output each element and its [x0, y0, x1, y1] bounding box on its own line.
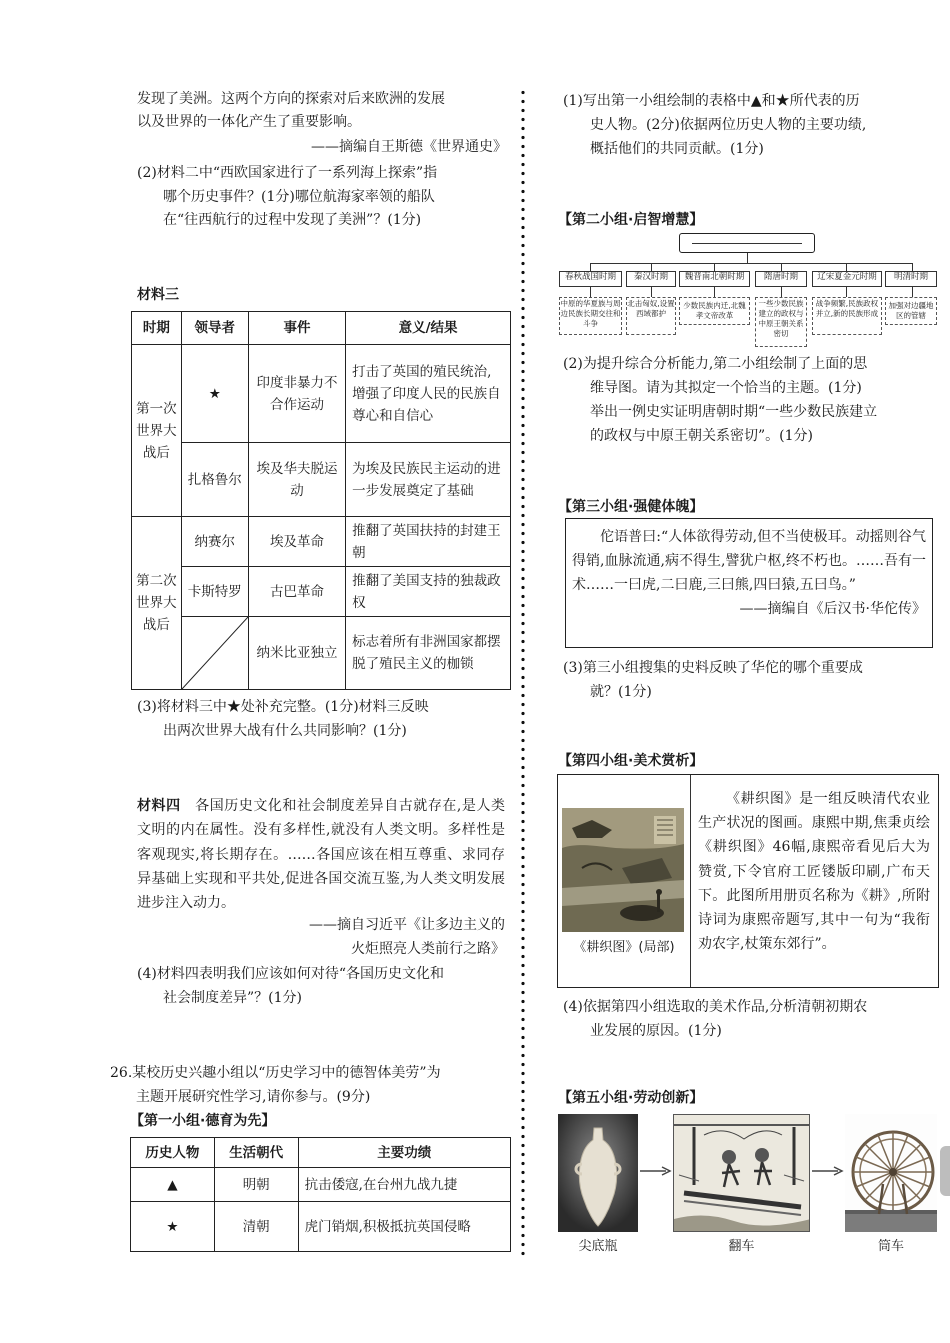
g1-person: ▲ [131, 1168, 215, 1202]
group-5-title: 【第五小组·劳动创新】 [558, 1090, 704, 1106]
mindmap-detail: 一些少数民族建立的政权与中原王朝关系密切 [755, 297, 807, 347]
tongche-photo [845, 1114, 937, 1232]
m3-leader: 扎格鲁尔 [181, 443, 248, 517]
m3-result: 推翻了美国支持的独裁政权 [346, 567, 511, 617]
group-1-title: 【第一小组·德育为先】 [130, 1113, 276, 1129]
group-2-title: 【第二小组·启智增慧】 [558, 212, 704, 228]
mindmap-connector [912, 287, 913, 297]
bottle-caption: 尖底瓶 [578, 1239, 618, 1254]
arrow-icon [812, 1166, 844, 1176]
fanche-illustration [673, 1114, 810, 1232]
mindmap-period: 隋唐时期 [755, 271, 807, 287]
q2-line-2: 哪个历史事件？(1分)哪位航海家率领的船队 [163, 189, 435, 205]
m3-header-leader: 领导者 [181, 312, 248, 345]
m3-leader: ★ [181, 345, 248, 443]
mindmap-connector [781, 287, 782, 297]
mindmap-detail: 加强对边疆地区的管辖 [885, 297, 937, 325]
material-3-title: 材料三 [137, 287, 179, 303]
g1-merit: 抗击倭寇,在台州九战九捷 [298, 1168, 510, 1202]
r-q2-line-1: (2)为提升综合分析能力,第二小组绘制了上面的思 [563, 356, 868, 372]
group-3-quote: 佗语普曰:“人体欲得劳动,但不当使极耳。动摇则谷气得销,血脉流通,病不得生,譬犹户枢,终不朽也。……吾有一术……一曰虎,二曰鹿,三曰熊,四曰猿,五曰鸟。” [572, 529, 926, 593]
mindmap-connector [714, 263, 715, 271]
g1-dynasty: 清朝 [214, 1202, 298, 1252]
m3-event: 纳米比亚独立 [248, 617, 345, 690]
m3-event: 古巴革命 [248, 567, 345, 617]
m3-result: 为埃及民族民主运动的进一步发展奠定了基础 [346, 443, 511, 517]
mindmap-detail: 中原的华夏族与周边民族长期交往和斗争 [559, 297, 622, 335]
mindmap-connector [590, 263, 912, 264]
tongche-caption: 筒车 [877, 1239, 904, 1254]
mindmap-detail: 战争频繁,民族政权并立,新的民族形成 [812, 297, 882, 335]
r-q4-line-1: (4)依据第四小组选取的美术作品,分析清朝初期农 [563, 999, 868, 1015]
group-3-title: 【第三小组·强健体魄】 [558, 499, 704, 515]
mindmap-period: 秦汉时期 [626, 271, 676, 287]
q4-line-1: (4)材料四表明我们应该如何对待“各国历史文化和 [137, 966, 444, 982]
column-divider [520, 88, 526, 1258]
material-4-label: 材料四 [137, 798, 181, 814]
q26-line-1: 26.某校历史兴趣小组以“历史学习中的德智体美劳”为 [110, 1065, 441, 1081]
mindmap-period: 明清时期 [885, 271, 937, 287]
q2-line-3: 在“往西航行的过程中发现了美洲”？(1分) [163, 212, 422, 228]
m3-event: 印度非暴力不合作运动 [248, 345, 345, 443]
g1-person: ★ [131, 1202, 215, 1252]
r-q1-line-1: (1)写出第一小组绘制的表格中▲和★所代表的历 [563, 93, 860, 109]
tongche-image [845, 1114, 937, 1232]
fanche-image [674, 1115, 810, 1232]
mindmap-period: 辽宋夏金元时期 [812, 271, 882, 287]
mindmap-period: 魏晋南北朝时期 [679, 271, 750, 287]
m3-header-period: 时期 [132, 312, 182, 345]
gengzhitu-image [562, 808, 684, 932]
m3-header-result: 意义/结果 [346, 312, 511, 345]
fanche-caption: 翻车 [728, 1239, 755, 1254]
mindmap-connector [846, 287, 847, 297]
q4-line-2: 社会制度差异”？(1分) [163, 990, 302, 1006]
group-4-title: 【第四小组·美术赏析】 [558, 753, 704, 769]
mindmap-detail: 少数民族内迁,北魏孝文帝改革 [679, 297, 750, 325]
m3-event: 埃及华夫脱运动 [248, 443, 345, 517]
group-4-inner-divider [690, 775, 691, 987]
material-4-text: 各国历史文化和社会制度差异自古就存在,是人类文明的内在属性。没有多样性,就没有人类文明。多样性是客观现实,将长期存在。……各国应该在相互尊重、求同存异基础上实现和平共处,促进各国交流互鉴,为人类文明发展进步注入动力。 [137, 798, 506, 912]
group-3-source: ——摘编自《后汉书·华佗传》 [739, 601, 926, 617]
intro-source: ——摘编自王斯德《世界通史》 [311, 139, 507, 155]
mindmap-root-box [679, 233, 815, 253]
r-q2-line-4: 的政权与中原王朝关系密切”。(1分) [590, 428, 813, 444]
pointed-bottle-photo [558, 1114, 638, 1232]
mindmap-connector [714, 287, 715, 297]
gengzhitu-painting [562, 808, 684, 932]
material-3-table [131, 311, 511, 690]
mindmap-connector [651, 287, 652, 297]
m3-period-1: 第一次世界大战后 [132, 345, 182, 517]
m3-leader: 卡斯特罗 [181, 567, 248, 617]
mindmap-connector [590, 287, 591, 297]
m3-empty-diagonal-cell [181, 617, 248, 690]
mindmap-connector [590, 263, 591, 271]
page-edge-tab [940, 1146, 950, 1196]
r-q4-line-2: 业发展的原因。(1分) [590, 1023, 722, 1039]
m3-result: 标志着所有非洲国家都摆脱了殖民主义的枷锁 [346, 617, 511, 690]
g1-header-merit: 主要功绩 [298, 1138, 510, 1168]
g1-header-dynasty: 生活朝代 [214, 1138, 298, 1168]
diagonal-slash [182, 617, 248, 689]
m3-header-event: 事件 [248, 312, 345, 345]
g1-dynasty: 明朝 [214, 1168, 298, 1202]
mindmap-connector [781, 263, 782, 271]
gengzhitu-caption: 《耕织图》(局部) [573, 940, 675, 955]
r-q1-line-3: 概括他们的共同贡献。(1分) [590, 141, 764, 157]
intro-line-1: 发现了美洲。这两个方向的探索对后来欧洲的发展 [137, 91, 445, 107]
mindmap-blank-line [692, 243, 802, 244]
mindmap-connector [651, 263, 652, 271]
g1-header-person: 历史人物 [131, 1138, 215, 1168]
mindmap-period: 春秋战国时期 [559, 271, 622, 287]
material-4-source-2: 火炬照亮人类前行之路》 [351, 941, 505, 957]
mindmap-connector [846, 263, 847, 271]
mindmap-connector [747, 253, 748, 263]
mindmap-detail: 北击匈奴,设置西域都护 [626, 297, 676, 335]
m3-leader: 纳赛尔 [181, 517, 248, 567]
material-4-source-1: ——摘自习近平《让多边主义的 [309, 917, 505, 933]
arrow-icon [640, 1166, 672, 1176]
group-1-table [130, 1137, 511, 1252]
m3-result: 打击了英国的殖民统治,增强了印度人民的民族自尊心和自信心 [346, 345, 511, 443]
intro-line-2: 以及世界的一体化产生了重要影响。 [137, 114, 361, 130]
r-q3-line-1: (3)第三小组搜集的史料反映了华佗的哪个重要成 [563, 660, 863, 676]
material-4 [137, 794, 505, 915]
m3-event: 埃及革命 [248, 517, 345, 567]
m3-result: 推翻了英国扶持的封建王朝 [346, 517, 511, 567]
mindmap-connector [912, 263, 913, 271]
r-q1-line-2: 史人物。(2分)依据两位历史人物的主要功绩, [590, 117, 867, 133]
r-q3-line-2: 就？(1分) [590, 684, 652, 700]
m3-period-2: 第二次世界大战后 [132, 517, 182, 690]
q3-line-1: (3)将材料三中★处补充完整。(1分)材料三反映 [137, 699, 429, 715]
q3-line-2: 出两次世界大战有什么共同影响？(1分) [163, 723, 407, 739]
group-3-quote-box [565, 518, 933, 648]
q2-line-1: (2)材料二中“西欧国家进行了一系列海上探索”指 [137, 165, 438, 181]
q26-line-2: 主题开展研究性学习,请你参与。(9分) [136, 1089, 371, 1105]
g1-merit: 虎门销烟,积极抵抗英国侵略 [298, 1202, 510, 1252]
r-q2-line-3: 举出一例史实证明唐朝时期“一些少数民族建立 [590, 404, 878, 420]
pointed-bottle-image [558, 1114, 638, 1232]
r-q2-line-2: 维导图。请为其拟定一个恰当的主题。(1分) [590, 380, 862, 396]
group-4-text: 《耕织图》是一组反映清代农业生产状况的图画。康熙中期,焦秉贞绘《耕织图》46幅,康熙帝看见后大为赞赏,下令官府工匠镂版印刷,广布天下。此图所用册页名称为《耕》,所附诗词为康熙帝题写,其中一句为“我衔劝农字,杖策东郊行”。 [698, 791, 930, 953]
